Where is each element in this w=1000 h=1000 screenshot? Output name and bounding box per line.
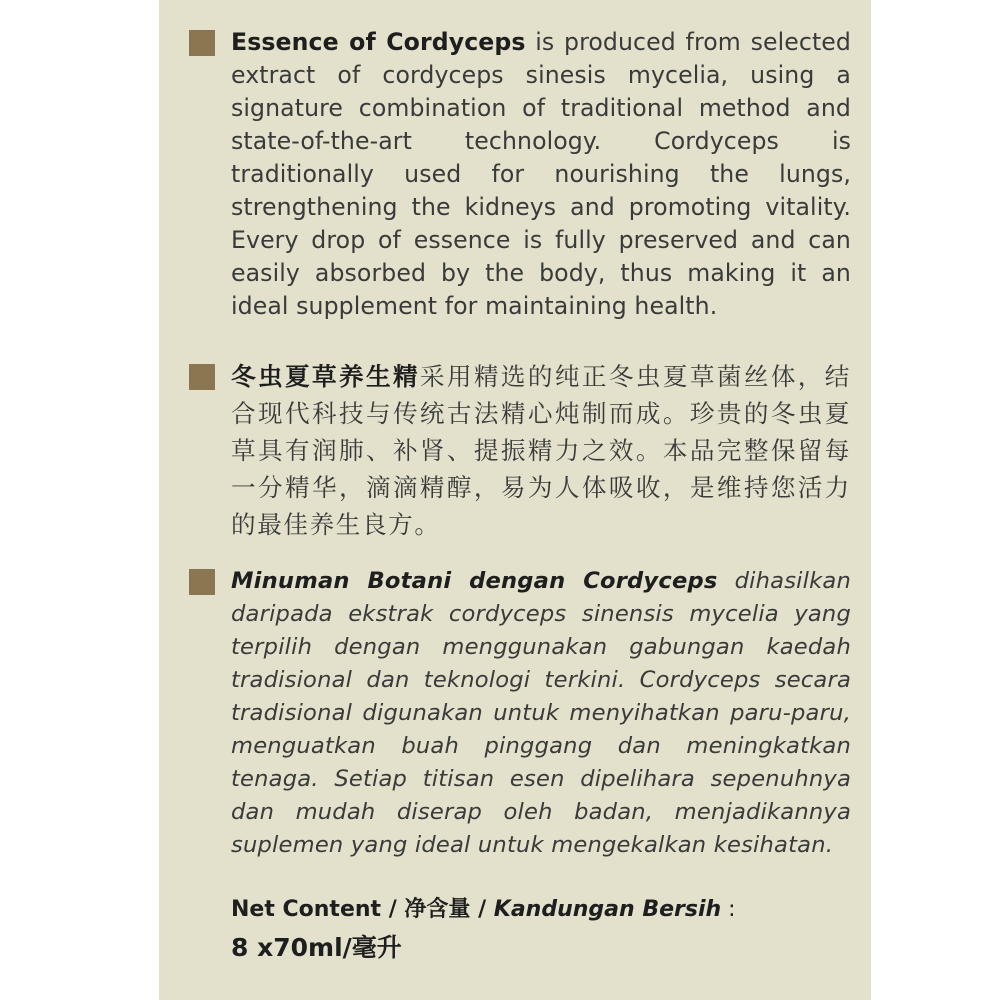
net-content-separator: /	[470, 897, 494, 922]
square-bullet-icon	[189, 364, 215, 390]
malay-body-text: dihasilkan daripada ekstrak cordyceps sinensis mycelia yang terpilih dengan menggunakan gabungan kaedah tradisional dan teknologi terkini. Cordyceps secara tradisional digunakan untuk menyihatkan paru-paru, menguatkan buah pinggang dan meningkatkan tenaga. Setiap titisan esen dipelihara sepenuhnya dan mudah diserap oleh badan, menjadikannya suplemen yang ideal untuk mengekalkan kesihatan.	[231, 568, 851, 858]
net-content-label	[231, 892, 736, 928]
chinese-product-name: 冬虫夏草养生精	[231, 362, 420, 391]
net-content-separator: /	[381, 897, 405, 922]
english-paragraph	[231, 26, 851, 323]
net-content-block	[231, 892, 736, 968]
net-content-colon: :	[721, 897, 736, 922]
english-product-name: Essence of Cordyceps	[231, 28, 526, 56]
net-content-label-en: Net Content	[231, 897, 382, 922]
chinese-body-text: 采用精选的纯正冬虫夏草菌丝体，结合现代科技与传统古法精心炖制而成。珍贵的冬虫夏草具有润肺、补肾、提振精力之效。本品完整保留每一分精华，滴滴精醇，易为人体吸收，是维持您活力的最佳养生良方。	[231, 362, 851, 539]
net-content-label-zh: 净含量	[404, 897, 471, 922]
square-bullet-icon	[189, 30, 215, 56]
english-body-text: is produced from selected extract of cordyceps sinesis mycelia, using a signature combination of traditional method and state-of-the-art technology. Cordyceps is traditionally used for nourishing the lungs, strengthening the kidneys and promoting vitality. Every drop of essence is fully preserved and can easily absorbed by the body, thus making it an ideal supplement for maintaining health.	[231, 28, 851, 320]
malay-paragraph	[231, 565, 851, 862]
chinese-paragraph	[231, 358, 851, 543]
net-content-label-ms: Kandungan Bersih	[493, 897, 722, 922]
net-content-value: 8 x70ml/毫升	[231, 933, 402, 962]
malay-product-name: Minuman Botani dengan Cordyceps	[231, 568, 718, 594]
square-bullet-icon	[189, 569, 215, 595]
